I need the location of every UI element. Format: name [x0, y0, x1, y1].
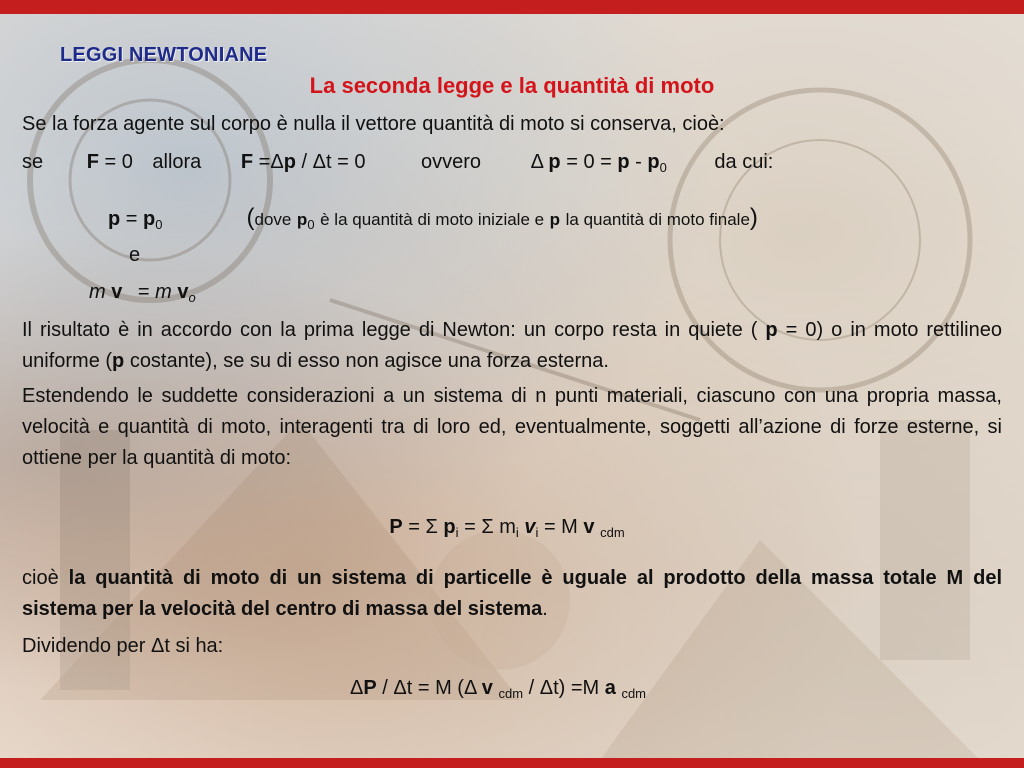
- text-eq-M: = M: [543, 516, 578, 538]
- paragraph-extension: Estendendo le suddette considerazioni a un sistema di n punti materiali, ciascuno con una propria massa, velocità e quantità di moto, interagenti tra di loro ed, eventualmente, soggetti all’azione di forze esterne, si ottiene per la quantità di moto:: [22, 385, 1002, 469]
- text-initial-desc: è la quantità di moto iniziale e: [320, 210, 545, 229]
- text-final-desc: la quantità di moto finale: [565, 210, 750, 229]
- text-dt-M: / Δt = M (Δ: [382, 677, 477, 699]
- symbol-v: v: [481, 677, 493, 699]
- subscript-0-2: 0: [307, 217, 315, 232]
- text-dt-eq-M: / Δt) =M: [528, 677, 600, 699]
- paragraph-conservation: Se la forza agente sul corpo è nulla il vettore quantità di moto si conserva, cioè:: [22, 113, 725, 135]
- text-ovvero: ovvero: [421, 151, 482, 173]
- equation-mv: [89, 277, 389, 308]
- subscript-cdm: cdm: [498, 686, 524, 701]
- symbol-p-4: p: [647, 151, 660, 173]
- subscript-i-3: i: [535, 525, 539, 540]
- subscript-cdm-2: cdm: [621, 686, 646, 701]
- subscript-i: i: [455, 525, 459, 540]
- text-eq: =: [125, 208, 138, 230]
- symbol-P: P: [363, 677, 377, 699]
- subscript-0: 0: [659, 160, 667, 175]
- symbol-p: p: [283, 151, 296, 173]
- equation-line-p-equals-p0: [108, 202, 1008, 235]
- text-e: e: [129, 244, 141, 266]
- symbol-p0: p: [143, 208, 156, 230]
- symbol-P: P: [389, 516, 403, 538]
- text-open-paren: (: [246, 204, 255, 231]
- text-newton-a: Il risultato è in accordo con la prima legge di Newton: un corpo resta in quiete (: [22, 319, 758, 341]
- symbol-F: F: [86, 151, 99, 173]
- subscript-0: 0: [155, 217, 163, 232]
- symbol-v-2: v: [177, 281, 189, 303]
- symbol-p-3: p: [617, 151, 630, 173]
- symbol-delta: Δ: [349, 677, 364, 699]
- paragraph-conclusion: [22, 563, 1002, 625]
- text-newton-b: = 0) o in moto rettilineo uniforme (: [22, 319, 1002, 372]
- symbol-p: p: [108, 208, 121, 230]
- text-allora: allora: [152, 151, 202, 173]
- text-se: se: [22, 151, 44, 173]
- symbol-m: m: [89, 281, 106, 303]
- text-newton-c: costante), se su di esso non agisce una forza esterna.: [129, 350, 609, 372]
- text-minus: -: [635, 151, 642, 173]
- symbol-a: a: [604, 677, 616, 699]
- text-slash-dt: / Δt =: [301, 151, 349, 173]
- formula-total-momentum: [22, 512, 992, 543]
- equation-line-zero-force: [22, 147, 1002, 178]
- symbol-v-2: v: [583, 516, 595, 538]
- text-eq-delta: =Δ: [258, 151, 284, 173]
- symbol-p: p: [765, 319, 778, 341]
- section-title: LEGGI NEWTONIANE: [60, 44, 268, 66]
- symbol-p-2: p: [112, 350, 125, 372]
- symbol-F-2: F: [240, 151, 254, 173]
- text-conclusion-bold: la quantità di moto di un sistema di particelle è uguale al prodotto della massa totale M del sistema per la velocità del centro di massa del sistema: [22, 567, 1002, 620]
- symbol-p-final: p: [549, 210, 561, 229]
- subscript-cdm: cdm: [600, 525, 625, 540]
- symbol-v: v: [111, 281, 123, 303]
- text-cioe: cioè: [22, 567, 59, 589]
- subscript-i-2: i: [515, 525, 519, 540]
- symbol-p: p: [443, 516, 456, 538]
- text-eq: =: [137, 281, 150, 303]
- symbol-v: v: [524, 516, 536, 538]
- symbol-m-2: m: [155, 281, 172, 303]
- text-zero: 0: [354, 151, 366, 173]
- text-sigma: = Σ: [408, 516, 438, 538]
- text-eq-zero-eq: = 0 =: [566, 151, 612, 173]
- symbol-p-2: p: [548, 151, 561, 173]
- slide-subtitle: La seconda legge e la quantità di moto: [309, 73, 715, 98]
- text-dove: dove: [254, 210, 292, 229]
- formula-force: [0, 673, 996, 704]
- paragraph-dividing: Dividendo per Δt si ha:: [22, 635, 224, 657]
- text-close-paren: ): [749, 204, 758, 231]
- text-eq-zero: = 0: [104, 151, 133, 173]
- text-period: .: [542, 598, 548, 620]
- paragraph-newton: [22, 315, 1002, 377]
- text-sigma-m: = Σ m: [464, 516, 516, 538]
- text-da-cui: da cui:: [714, 151, 774, 173]
- symbol-delta: Δ: [530, 151, 543, 173]
- symbol-p-initial: p: [296, 210, 308, 229]
- subscript-o: o: [188, 290, 196, 305]
